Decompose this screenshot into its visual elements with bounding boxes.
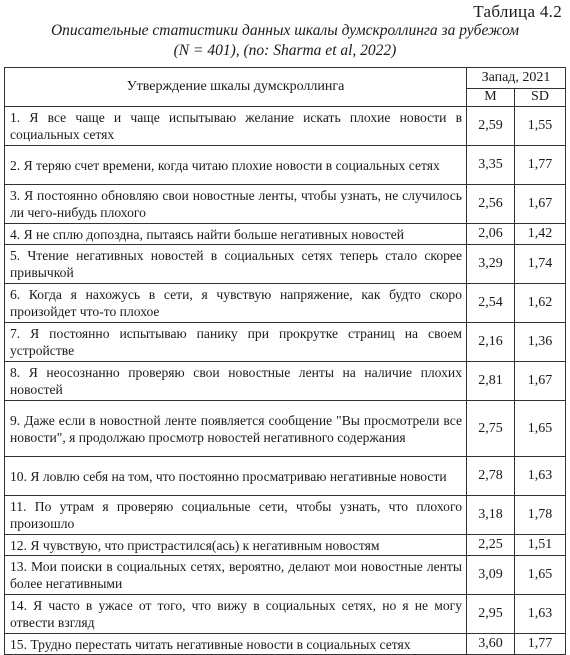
sd-cell: 1,63 bbox=[515, 457, 566, 496]
statement-cell: 12. Я чувствую, что пристрастился(ась) к негативным новостям bbox=[5, 535, 467, 556]
header-statement: Утверждение шкалы думскроллинга bbox=[5, 68, 467, 107]
statement-cell: 11. По утрам я проверяю социальные сети, чтобы узнать, что плохого произошло bbox=[5, 496, 467, 535]
statement-cell: 2. Я теряю счет времени, когда читаю плохие новости в социальных сетях bbox=[5, 146, 467, 185]
sd-cell: 1,42 bbox=[515, 224, 566, 245]
table-row bbox=[5, 185, 566, 224]
mean-cell: 2,54 bbox=[467, 284, 515, 323]
statement-cell: 4. Я не сплю допоздна, пытаясь найти больше негативных новостей bbox=[5, 224, 467, 245]
mean-cell: 2,78 bbox=[467, 457, 515, 496]
sd-cell: 1,36 bbox=[515, 323, 566, 362]
mean-cell: 2,75 bbox=[467, 401, 515, 457]
sd-cell: 1,67 bbox=[515, 362, 566, 401]
table-row bbox=[5, 634, 566, 655]
mean-cell: 2,81 bbox=[467, 362, 515, 401]
mean-cell: 2,16 bbox=[467, 323, 515, 362]
statement-cell: 15. Трудно перестать читать негативные новости в социальных сетях bbox=[5, 634, 467, 655]
mean-cell: 2,06 bbox=[467, 224, 515, 245]
sd-cell: 1,62 bbox=[515, 284, 566, 323]
table-row bbox=[5, 224, 566, 245]
table-row bbox=[5, 457, 566, 496]
sd-cell: 1,78 bbox=[515, 496, 566, 535]
statement-cell: 9. Даже если в новостной ленте появляется сообщение "Вы просмотрели все новости", я продолжаю просмотр новостей негативного содержания bbox=[5, 401, 467, 457]
table-row bbox=[5, 284, 566, 323]
mean-cell: 2,59 bbox=[467, 107, 515, 146]
mean-cell: 2,25 bbox=[467, 535, 515, 556]
statement-cell: 14. Я часто в ужасе от того, что вижу в социальных сетях, но я не могу отвести взгляд bbox=[5, 595, 467, 634]
table-row bbox=[5, 556, 566, 595]
mean-cell: 3,35 bbox=[467, 146, 515, 185]
statement-cell: 6. Когда я нахожусь в сети, я чувствую напряжение, как будто скоро произойдет что-то плохое bbox=[5, 284, 467, 323]
mean-cell: 3,09 bbox=[467, 556, 515, 595]
table-row bbox=[5, 496, 566, 535]
table-number: Таблица 4.2 bbox=[473, 2, 562, 21]
table-caption bbox=[4, 21, 566, 61]
sd-cell: 1,77 bbox=[515, 146, 566, 185]
table-row bbox=[5, 401, 566, 457]
sd-cell: 1,67 bbox=[515, 185, 566, 224]
caption-line-2: (N = 401), (по: Sharma et al, 2022) bbox=[173, 42, 397, 59]
sd-cell: 1,55 bbox=[515, 107, 566, 146]
table-row bbox=[5, 362, 566, 401]
statement-cell: 5. Чтение негативных новостей в социальных сетях теперь стало скорее привычкой bbox=[5, 245, 467, 284]
header-sd: SD bbox=[515, 88, 566, 106]
statement-cell: 1. Я все чаще и чаще испытываю желание искать плохие новости в социальных сетях bbox=[5, 107, 467, 146]
sd-cell: 1,65 bbox=[515, 401, 566, 457]
caption-line-1: Описательные статистики данных шкалы думскроллинга за рубежом bbox=[50, 22, 520, 39]
sd-cell: 1,65 bbox=[515, 556, 566, 595]
statement-cell: 8. Я неосознанно проверяю свои новостные ленты на наличие плохих новостей bbox=[5, 362, 467, 401]
table-row bbox=[5, 146, 566, 185]
table-row bbox=[5, 535, 566, 556]
table-row bbox=[5, 245, 566, 284]
header-group: Запад, 2021 bbox=[467, 68, 566, 89]
statement-cell: 3. Я постоянно обновляю свои новостные ленты, чтобы узнать, не случилось ли чего-нибудь плохого bbox=[5, 185, 467, 224]
table-row bbox=[5, 107, 566, 146]
table-row bbox=[5, 323, 566, 362]
mean-cell: 3,60 bbox=[467, 634, 515, 655]
mean-cell: 3,29 bbox=[467, 245, 515, 284]
table-row bbox=[5, 595, 566, 634]
sd-cell: 1,77 bbox=[515, 634, 566, 655]
sd-cell: 1,74 bbox=[515, 245, 566, 284]
sd-cell: 1,51 bbox=[515, 535, 566, 556]
statement-cell: 13. Мои поиски в социальных сетях, вероятно, делают мои новостные ленты более негативными bbox=[5, 556, 467, 595]
statistics-table bbox=[4, 67, 566, 655]
statement-cell: 10. Я ловлю себя на том, что постоянно просматриваю негативные новости bbox=[5, 457, 467, 496]
header-m: M bbox=[467, 88, 515, 106]
mean-cell: 3,18 bbox=[467, 496, 515, 535]
mean-cell: 2,95 bbox=[467, 595, 515, 634]
mean-cell: 2,56 bbox=[467, 185, 515, 224]
statement-cell: 7. Я постоянно испытываю панику при прокрутке страниц на своем устройстве bbox=[5, 323, 467, 362]
sd-cell: 1,63 bbox=[515, 595, 566, 634]
